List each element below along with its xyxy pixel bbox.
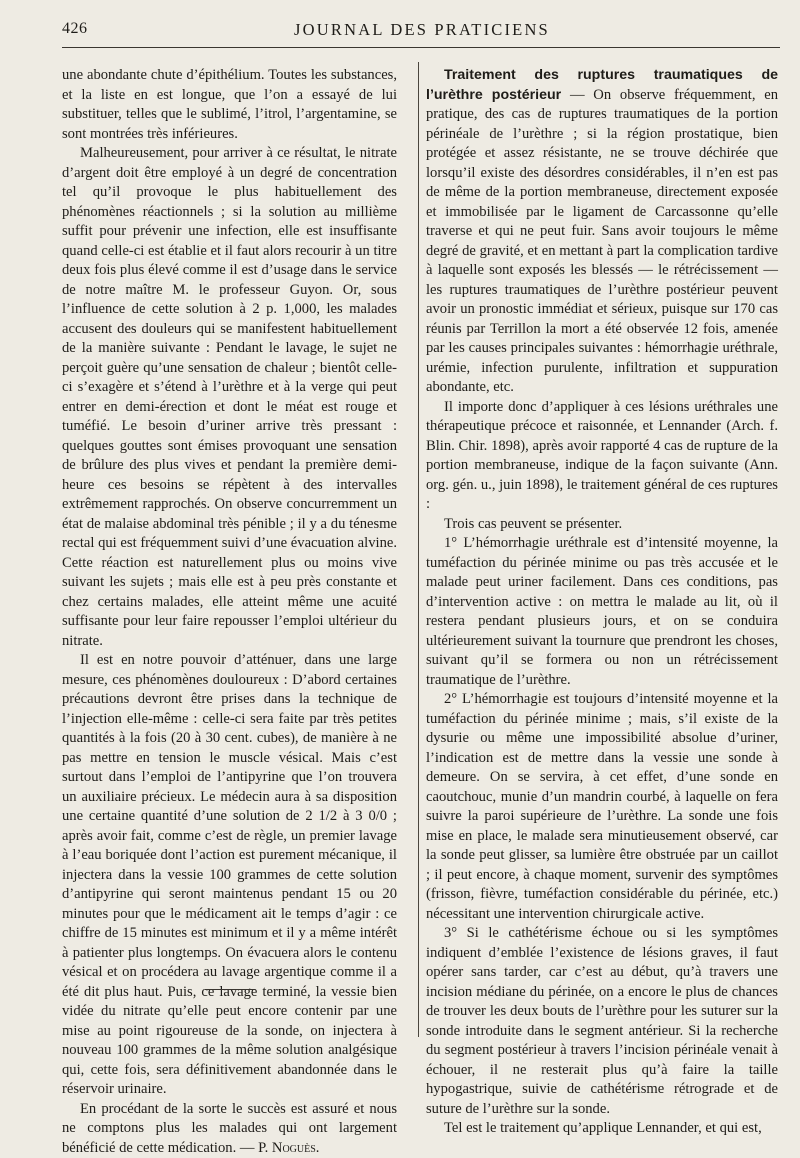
column-divider <box>418 62 419 1037</box>
author-signature: Noguès. <box>272 1140 320 1156</box>
paragraph: Tel est le traitement qu’applique Lennander, et qui est, <box>426 1119 778 1139</box>
paragraph: une abondante chute d’épithélium. Toutes les substances, et la liste en est longue, que l’on a essayé de lui substituer, telles que le sublimé, l’itrol, l’argentamine, se sont montrées très inférieures. <box>62 66 397 144</box>
article-intro <box>426 66 778 398</box>
article-end-rule <box>205 989 255 990</box>
paragraph: Il est en notre pouvoir d’atténuer, dans une large mesure, ces phénomènes douloureux : D’abord certaines précautions devront être prises dans la technique de l’injection elle-même : celle-ci sera faite par très petites quantités à la fois (20 à 30 cent. cubes), de manière à ne pas mettre en tension le muscle vésical. Mais c’est surtout dans l’emploi de l’antipyrine que l’on trouvera un auxiliaire précieux. Le médecin aura à sa disposition une certaine quantité d’une solution de 2 1/2 à 3 0/0 ; après avoir fait, comme c’est de règle, un premier lavage à l’eau boriquée dont l’action est purement mécanique, il injectera dans la vessie 100 grammes de cette solution d’antipyrine qui seront maintenus pendant 15 ou 20 minutes pour que le médicament ait le temps d’agir : ce chiffre de 15 minutes est minimum et il y a même intérêt à patienter plus longtemps. On évacuera alors le contenu vésical et on procédera au lavage argentique comme il a été dit plus haut. Puis, ce lavage terminé, la vessie bien vidée du nitrate qu’elle peut encore contenir par une mise au point rigoureuse de la sonde, on injectera à nouveau 100 grammes de la même solution analgésique qui, cette fois, sera définitivement abandonnée dans le réservoir urinaire. <box>62 651 397 1100</box>
paragraph-with-signature <box>62 1100 397 1158</box>
paragraph: Trois cas peuvent se présenter. <box>426 515 778 535</box>
paragraph: 1° L’hémorrhagie uréthrale est d’intensité moyenne, la tuméfaction du périnée minime ou pas très accusée et le malade peut uriner facilement. Dans ces conditions, pas d’intervention active : on mettra le malade au lit, où il restera pendant plusieurs jours, et on se conduira ultérieurement suivant la tournure que prendront les choses, suivant qu’il se formera ou non un rétrécissement traumatique de l’urèthre. <box>426 534 778 690</box>
page-number: 426 <box>62 20 88 38</box>
article-title: Traitement des ruptures traumatiques de l’urèthre postérieur <box>426 67 778 103</box>
paragraph: 3° Si le cathétérisme échoue ou si les symptômes indiquent d’emblée l’existence de lésions graves, il faut opérer sans tarder, car c’est au début, qu’à travers une incision médiane du périnée, on a encore le plus de chances de trouver les deux bouts de l’urèthre pour les suturer sur la sonde introduite dans le segment antérieur. Si la recherche du segment postérieur à travers l’incision périnéale venait à échouer, il ne resterait plus qu’à faire la taille hypogastrique, suivie de cathétérisme rétrograde et de suture de l’urèthre sur la sonde. <box>426 924 778 1119</box>
running-header <box>62 20 782 44</box>
right-column <box>426 66 778 1139</box>
paragraph: 2° L’hémorrhagie est toujours d’intensité moyenne et la tuméfaction du périnée minime ; mais, s’il existe de la dysurie ou même une impossibilité absolue d’uriner, l’indication est de mettre dans la vessie une sonde à demeure. On se servira, à cet effet, d’une sonde en caoutchouc, munie d’un mandrin courbé, à laquelle on fera suivre la paroi supérieure de l’urèthre. La sonde une fois mise en place, le malade sera minutieusement observé, car la sonde peut glisser, sa lumière être obstruée par un caillot ; il peut encore, à chaque moment, survenir des symptômes (frisson, fièvre, tuméfaction considérable du périnée, etc.) nécessitant une intervention chirurgicale active. <box>426 690 778 924</box>
intro-text: — On observe fréquemment, en pratique, des cas de ruptures traumatiques de la portion périnéale de l’urèthre ; si la région prostatique, bien protégée et assez résistante, ne se trouve déchirée que lorsqu’il existe des désordres considérables, il n’en est pas de même de la portion membraneuse, directement exposée et immobilisée par le ligament de Carcassonne qu’elle traverse et qui ne peut fuir. Sans avoir toujours le même degré de gravité, et en mettant à part la complication tardive à laquelle sont exposés les blessés — le rétrécissement — les ruptures traumatiques de l’urèthre postérieur peuvent avoir un pronostic immédiat et sérieux, puisque sur 170 cas réunis par Terrillon la mort a été observée 12 fois, amenée par les causes principales suivantes : hémorrhagie uréthrale, urémie, infection purulente, infiltration et suppuration abondante, etc. <box>426 87 778 396</box>
header-rule <box>62 47 780 48</box>
paragraph: Il importe donc d’appliquer à ces lésions uréthrales une thérapeutique précoce et raisonnée, et Lennander (Arch. f. Blin. Chir. 1898), après avoir rapporté 4 cas de rupture de la portion membraneuse, indique de la façon suivante (Ann. org. gén. u., juin 1898), le traitement général de ces ruptures : <box>426 398 778 515</box>
journal-title: JOURNAL DES PRATICIENS <box>62 20 782 40</box>
paragraph: En procédant de la sorte le succès est assuré et nous ne comptons plus les malades qui ont largement bénéficié de cette médication. — P. <box>62 1101 397 1156</box>
left-column <box>62 66 397 1158</box>
paragraph: Malheureusement, pour arriver à ce résultat, le nitrate d’argent doit être employé à un degré de concentration tel qu’il provoque le plus habituellement des phénomènes réactionnels ; si la solution au millième suffit pour prévenir une infection, elle est insuffisante quand celle-ci est établie et il faut alors recourir à un titre deux fois plus élevé comme il est d’usage dans le service de notre maître M. le professeur Guyon. Or, sous l’influence de cette solution à 2 p. 1,000, les malades accusent des douleurs qui se manifestent habituellement de la manière suivante : Pendant le lavage, le sujet ne perçoit guère qu’une sensation de chaleur ; bientôt celle-ci s’exagère et s’étend à l’urèthre et à la verge qui peut entrer en demi-érection et dont le méat est rouge et tuméfié. Le besoin d’uriner arrive très pressant : quelques gouttes sont émises provoquant une sensation de brûlure des plus vives et pendant la première demi-heure ces besoins se répètent à des intervalles extrêmement rapprochés. On observe concurremment un état de malaise abdominal très pénible ; il y a du ténesme rectal qui est fréquemment suivi d’une évacuation alvine. Cette réaction est naturellement plus ou moins vive suivant les sujets ; mais elle est à peu près constante et chez certains malades, elle atteint même une acuité suffisante pour leur faire repousser l’emploi ultérieur du nitrate. <box>62 144 397 651</box>
